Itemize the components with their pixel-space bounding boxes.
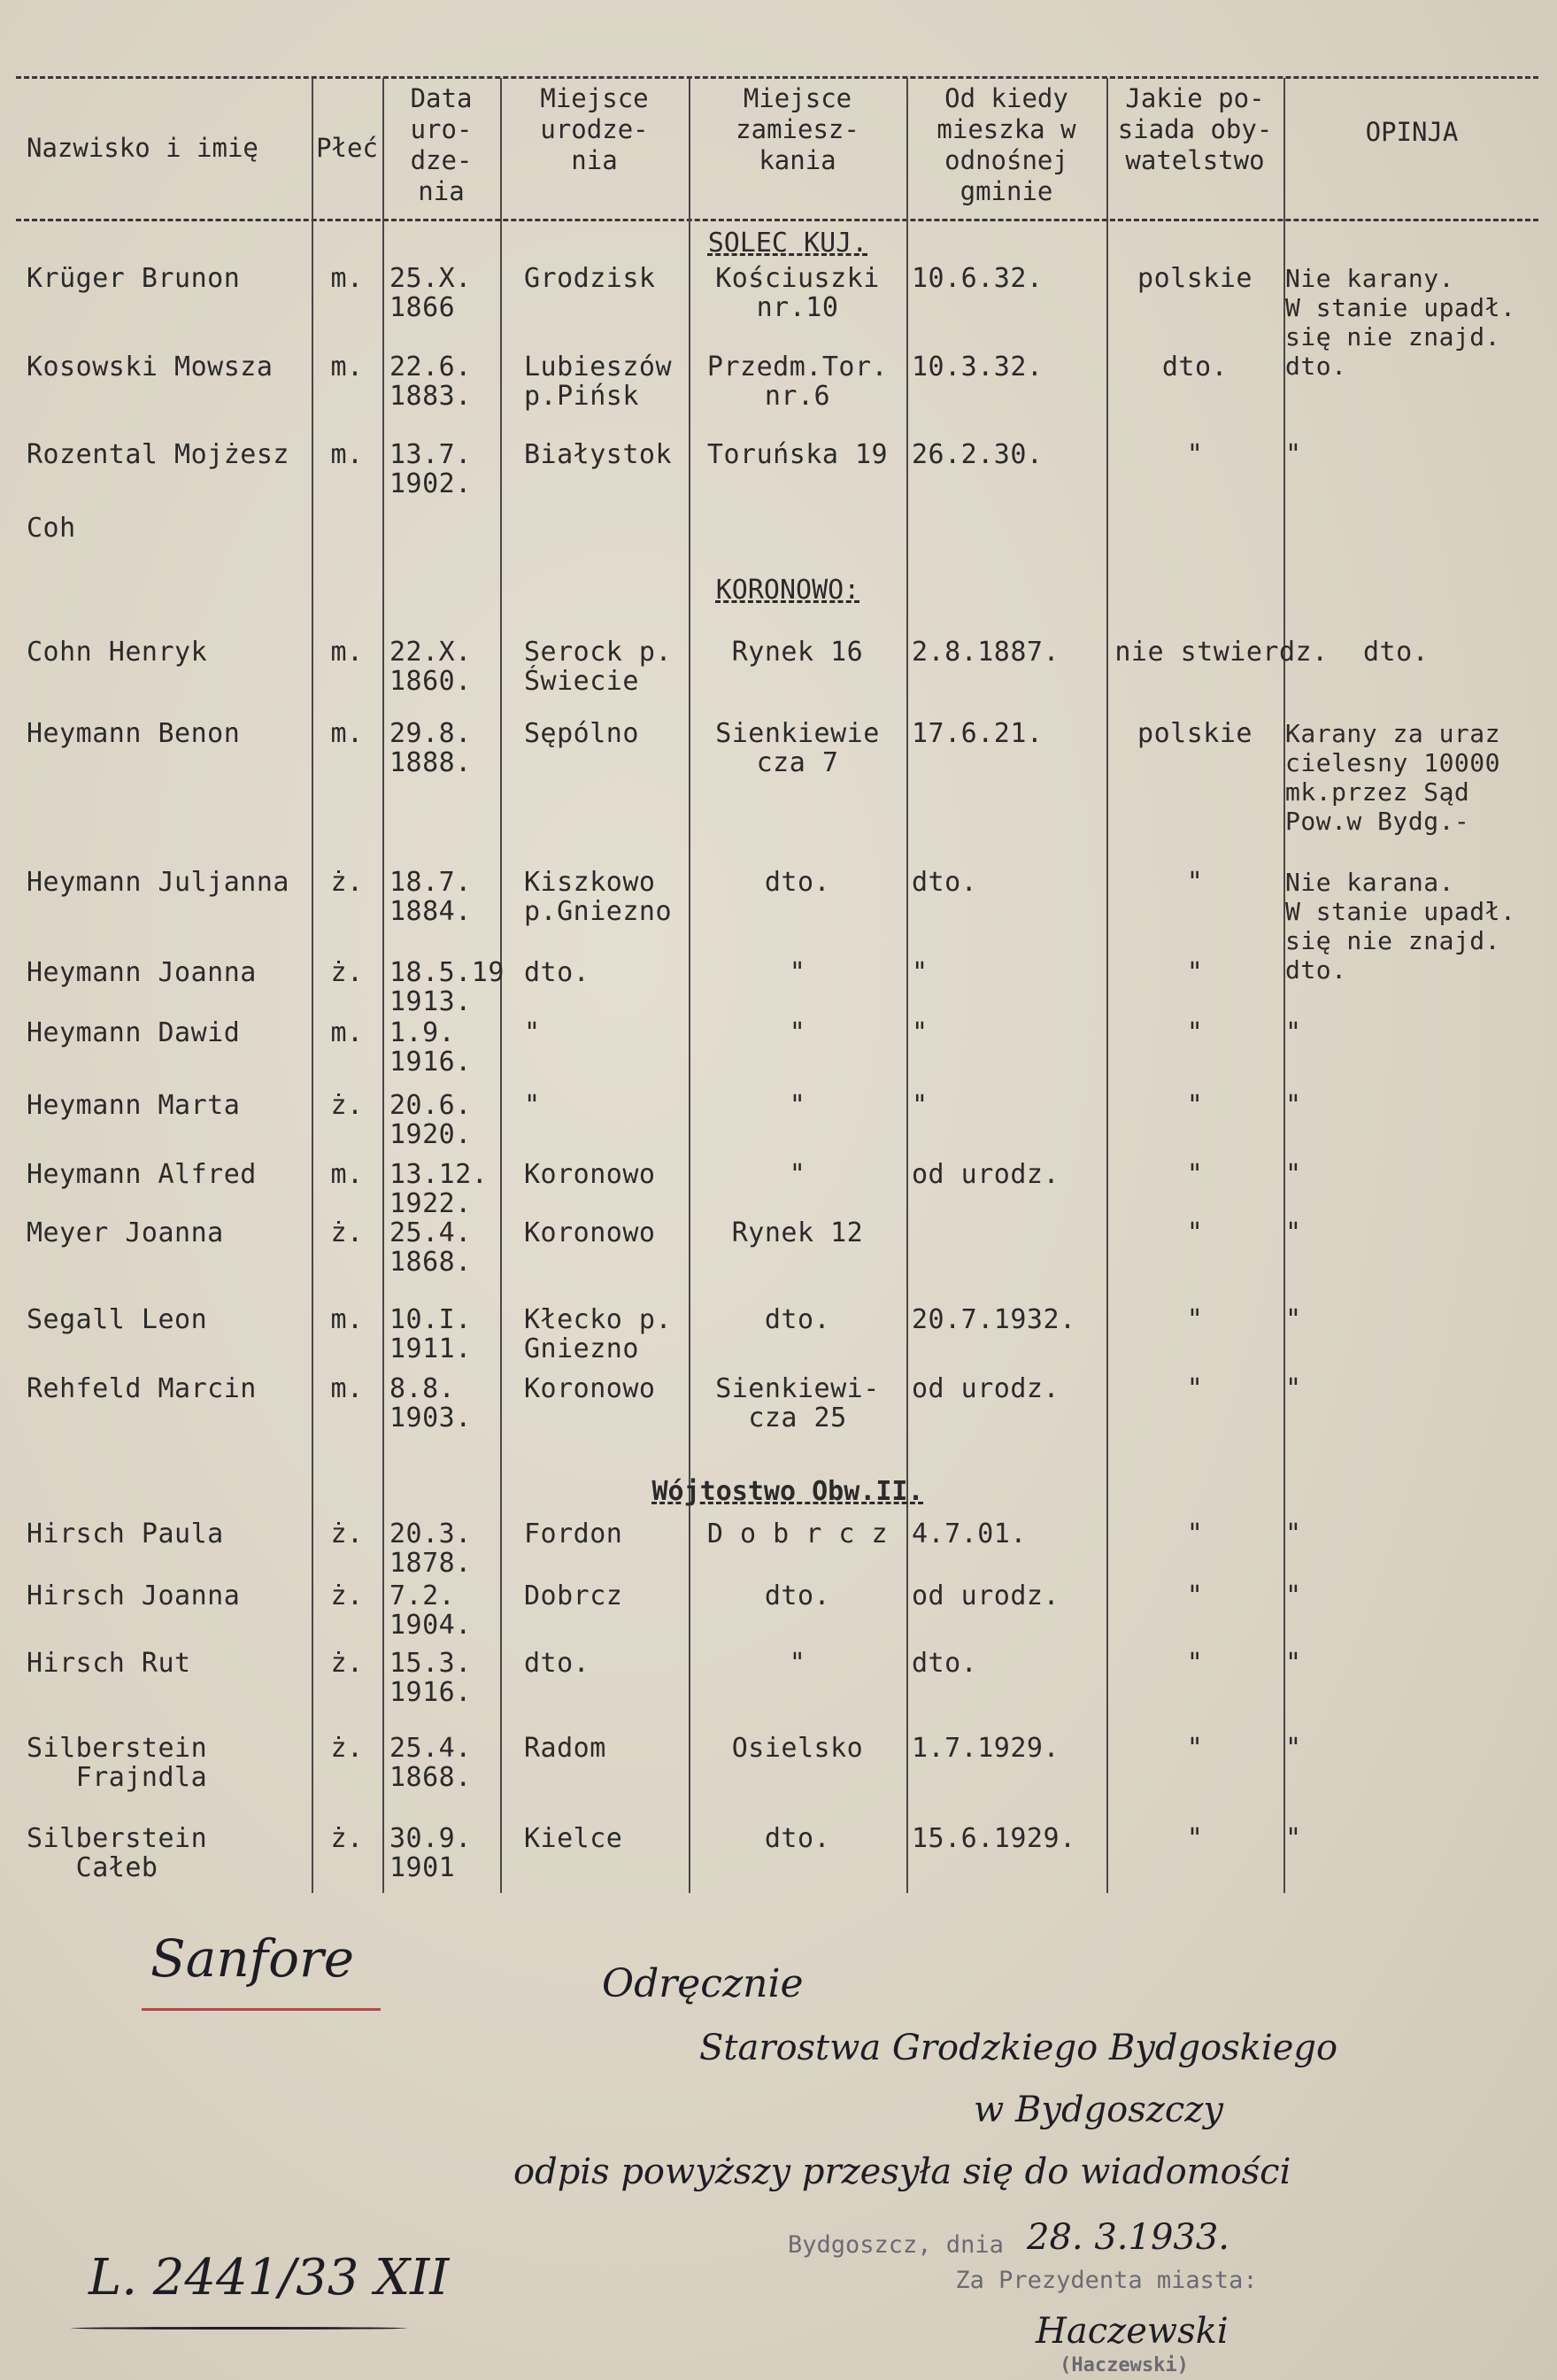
cell-since: od urodz. bbox=[912, 1373, 1060, 1404]
cell-place: Koronowo bbox=[524, 1217, 656, 1248]
header-citizenship: Jakie po- siada oby- watelstwo bbox=[1117, 83, 1273, 175]
cell-name: Hirsch Paula bbox=[27, 1518, 224, 1549]
cell-sex: m. bbox=[330, 1017, 364, 1048]
column-rule bbox=[906, 78, 908, 1893]
header-sex: Płeć bbox=[316, 133, 378, 163]
cell-name: Hirsch Joanna bbox=[27, 1580, 241, 1611]
cell-name: Heymann Marta bbox=[27, 1090, 241, 1121]
stamp-city-date: Bydgoszcz, dnia bbox=[788, 2231, 1004, 2259]
cell-since: 15.6.1929. bbox=[912, 1823, 1076, 1854]
cell-sex: m. bbox=[330, 1373, 364, 1404]
cell-res: D o b r c z bbox=[706, 1518, 889, 1549]
cell-cit: " bbox=[1186, 867, 1204, 898]
cell-res: Osielsko bbox=[731, 1733, 864, 1764]
cell-date: 18.5.19 1913. bbox=[389, 957, 505, 1017]
cell-since: 17.6.21. bbox=[912, 718, 1044, 749]
header-residence: Miejsce zamiesz- kania bbox=[736, 83, 859, 175]
cell-place: " bbox=[524, 1017, 541, 1048]
cell-sex: ż. bbox=[330, 867, 364, 898]
cell-since: " bbox=[912, 1090, 929, 1121]
cell-place: Białystok bbox=[524, 439, 673, 470]
reference-underline bbox=[71, 2327, 407, 2330]
cell-op: " bbox=[1285, 1159, 1302, 1190]
cell-place: Kiszkowo p.Gniezno bbox=[524, 867, 673, 927]
cell-place: Grodzisk bbox=[524, 263, 656, 294]
cell-name: Krüger Brunon bbox=[27, 263, 241, 294]
cell-name: Coh bbox=[27, 513, 76, 544]
cell-place: Kielce bbox=[524, 1823, 623, 1854]
cell-place: " bbox=[524, 1090, 541, 1121]
cell-since: dto. bbox=[912, 1648, 978, 1679]
cell-op: " bbox=[1285, 1648, 1302, 1679]
cell-since: " bbox=[912, 957, 929, 988]
cell-op: Nie karana. W stanie upadł. się nie znajd. dto. bbox=[1285, 868, 1516, 985]
cell-op: " bbox=[1285, 1090, 1302, 1121]
handwritten-line-4: odpis powyższy przesyła się do wiadomości bbox=[513, 2152, 1291, 2192]
cell-sex: ż. bbox=[330, 1823, 364, 1854]
cell-date: 10.I. 1911. bbox=[389, 1304, 472, 1364]
column-rule bbox=[312, 78, 313, 1893]
header-name: Nazwisko i imię bbox=[27, 133, 258, 163]
cell-cit: " bbox=[1186, 1217, 1204, 1248]
cell-cit: " bbox=[1186, 957, 1204, 988]
cell-place: Radom bbox=[524, 1733, 606, 1764]
cell-cit: " bbox=[1186, 1304, 1204, 1335]
cell-since: 2.8.1887. bbox=[912, 637, 1060, 668]
cell-name: Rozental Mojżesz bbox=[27, 439, 289, 470]
cell-sex: ż. bbox=[330, 1217, 364, 1248]
stamp-name: (Haczewski) bbox=[1060, 2354, 1189, 2376]
cell-date: 7.2. 1904. bbox=[389, 1580, 472, 1641]
cell-since: " bbox=[912, 1017, 929, 1048]
cell-since: 1.7.1929. bbox=[912, 1733, 1060, 1764]
cell-cit: polskie bbox=[1137, 263, 1253, 294]
cell-name: Heymann Alfred bbox=[27, 1159, 257, 1190]
cell-place: Serock p. Świecie bbox=[524, 637, 673, 697]
cell-cit: " bbox=[1186, 1648, 1204, 1679]
cell-op: " bbox=[1285, 1217, 1302, 1248]
cell-place: Sępólno bbox=[524, 718, 639, 749]
cell-since: 10.3.32. bbox=[912, 352, 1044, 382]
cell-res: " bbox=[789, 1648, 806, 1679]
cell-res: Kościuszki nr.10 bbox=[715, 263, 880, 323]
cell-sex: ż. bbox=[330, 1648, 364, 1679]
cell-res: " bbox=[789, 957, 806, 988]
cell-op: " bbox=[1285, 1580, 1302, 1611]
cell-date: 18.7. 1884. bbox=[389, 867, 472, 927]
cell-op: " bbox=[1285, 439, 1302, 470]
cell-sex: m. bbox=[330, 439, 364, 470]
cell-since: 20.7.1932. bbox=[912, 1304, 1076, 1335]
cell-name: Rehfeld Marcin bbox=[27, 1373, 257, 1404]
cell-op: " bbox=[1285, 1823, 1302, 1854]
cell-sex: ż. bbox=[330, 957, 364, 988]
cell-date: 22.6. 1883. bbox=[389, 352, 472, 412]
cell-name: Heymann Joanna bbox=[27, 957, 257, 988]
cell-op: " bbox=[1285, 1304, 1302, 1335]
cell-since: od urodz. bbox=[912, 1159, 1060, 1190]
cell-name: Heymann Dawid bbox=[27, 1017, 241, 1048]
cell-res: Przedm.Tor. nr.6 bbox=[706, 352, 889, 412]
cell-res: " bbox=[789, 1090, 806, 1121]
cell-res: dto. bbox=[764, 1580, 831, 1611]
cell-op: dto. bbox=[1363, 637, 1430, 668]
cell-name: Silberstein Całeb bbox=[27, 1823, 208, 1883]
cell-cit: " bbox=[1186, 1159, 1204, 1190]
cell-op: Karany za uraz cielesny 10000 mk.przez Sąd Pow.w Bydg.- bbox=[1285, 719, 1501, 836]
cell-date: 15.3. 1916. bbox=[389, 1648, 472, 1708]
cell-name: Meyer Joanna bbox=[27, 1217, 224, 1248]
cell-cit: nie stwierdz. bbox=[1114, 637, 1329, 668]
cell-since: 26.2.30. bbox=[912, 439, 1044, 470]
cell-cit: " bbox=[1186, 1373, 1204, 1404]
section-title-koronowo: KORONOWO: bbox=[715, 575, 860, 606]
section-title-wojtostwo: Wójtostwo Obw.II. bbox=[651, 1476, 924, 1507]
stamp-for-president: Za Prezydenta miasta: bbox=[955, 2267, 1258, 2294]
cell-place: Koronowo bbox=[524, 1159, 656, 1190]
header-birth-place: Miejsce urodze- nia bbox=[540, 83, 649, 175]
cell-res: dto. bbox=[764, 1304, 831, 1335]
cell-since: dto. bbox=[912, 867, 978, 898]
cell-since: od urodz. bbox=[912, 1580, 1060, 1611]
cell-cit: " bbox=[1186, 1518, 1204, 1549]
cell-sex: m. bbox=[330, 263, 364, 294]
handwritten-reference: L. 2441/33 XII bbox=[89, 2249, 450, 2307]
cell-date: 13.12. 1922. bbox=[389, 1159, 489, 1219]
cell-res: " bbox=[789, 1017, 806, 1048]
cell-op: " bbox=[1285, 1733, 1302, 1764]
cell-sex: ż. bbox=[330, 1090, 364, 1121]
cell-cit: dto. bbox=[1161, 352, 1229, 382]
cell-sex: ż. bbox=[330, 1733, 364, 1764]
cell-res: Sienkiewie cza 7 bbox=[715, 718, 880, 778]
cell-place: dto. bbox=[524, 957, 590, 988]
cell-res: Rynek 12 bbox=[731, 1217, 864, 1248]
column-rule bbox=[382, 78, 384, 1893]
cell-op: " bbox=[1285, 1518, 1302, 1549]
header-opinion: OPINJA bbox=[1365, 117, 1459, 147]
handwritten-signature: Haczewski bbox=[1036, 2311, 1229, 2352]
cell-name: Silberstein Frajndla bbox=[27, 1733, 208, 1793]
section-title-solec: SOLEC KUJ. bbox=[707, 228, 868, 259]
cell-res: " bbox=[789, 1159, 806, 1190]
cell-cit: polskie bbox=[1137, 718, 1253, 749]
cell-date: 25.X. 1866 bbox=[389, 263, 472, 323]
cell-place: Koronowo bbox=[524, 1373, 656, 1404]
cell-place: Dobrcz bbox=[524, 1580, 623, 1611]
cell-sex: m. bbox=[330, 1159, 364, 1190]
cell-res: Rynek 16 bbox=[731, 637, 864, 668]
cell-cit: " bbox=[1186, 1823, 1204, 1854]
handwritten-initials: Sanfore bbox=[150, 1928, 355, 1989]
cell-name: Cohn Henryk bbox=[27, 637, 208, 668]
header-bottom-dashed-rule bbox=[16, 219, 1538, 221]
cell-sex: m. bbox=[330, 718, 364, 749]
cell-date: 25.4. 1868. bbox=[389, 1217, 472, 1278]
cell-date: 25.4. 1868. bbox=[389, 1733, 472, 1793]
cell-place: Kłecko p. Gniezno bbox=[524, 1304, 673, 1364]
cell-res: dto. bbox=[764, 867, 831, 898]
cell-place: Lubieszów p.Pińsk bbox=[524, 352, 673, 412]
red-underline bbox=[142, 2008, 381, 2011]
cell-date: 20.6. 1920. bbox=[389, 1090, 472, 1150]
cell-name: Heymann Juljanna bbox=[27, 867, 289, 898]
cell-cit: " bbox=[1186, 1580, 1204, 1611]
cell-date: 8.8. 1903. bbox=[389, 1373, 472, 1433]
header-birth-date: Data uro- dze- nia bbox=[410, 83, 473, 206]
cell-res: Sienkiewi- cza 25 bbox=[715, 1373, 880, 1433]
cell-place: Fordon bbox=[524, 1518, 623, 1549]
cell-name: Hirsch Rut bbox=[27, 1648, 191, 1679]
cell-sex: m. bbox=[330, 1304, 364, 1335]
handwritten-line-2: Starostwa Grodzkiego Bydgoskiego bbox=[699, 2028, 1338, 2068]
cell-res: Toruńska 19 bbox=[706, 439, 889, 470]
cell-op: Nie karany. W stanie upadł. się nie znajd. dto. bbox=[1285, 264, 1516, 381]
cell-cit: " bbox=[1186, 1090, 1204, 1121]
cell-date: 29.8. 1888. bbox=[389, 718, 472, 778]
handwritten-line-1: Odręcznie bbox=[602, 1961, 804, 2006]
cell-date: 30.9. 1901 bbox=[389, 1823, 472, 1883]
cell-name: Segall Leon bbox=[27, 1304, 208, 1335]
cell-date: 13.7. 1902. bbox=[389, 439, 472, 499]
cell-cit: " bbox=[1186, 439, 1204, 470]
cell-date: 22.X. 1860. bbox=[389, 637, 472, 697]
header-since-when: Od kiedy mieszka w odnośnej gminie bbox=[937, 83, 1076, 206]
cell-date: 20.3. 1878. bbox=[389, 1518, 472, 1579]
cell-sex: ż. bbox=[330, 1580, 364, 1611]
cell-sex: m. bbox=[330, 352, 364, 382]
cell-op: " bbox=[1285, 1373, 1302, 1404]
cell-res: dto. bbox=[764, 1823, 831, 1854]
cell-since: 4.7.01. bbox=[912, 1518, 1027, 1549]
cell-cit: " bbox=[1186, 1733, 1204, 1764]
handwritten-line-3: w Bydgoszczy bbox=[974, 2090, 1223, 2130]
cell-cit: " bbox=[1186, 1017, 1204, 1048]
top-dashed-rule bbox=[16, 76, 1538, 79]
cell-sex: ż. bbox=[330, 1518, 364, 1549]
cell-since: 10.6.32. bbox=[912, 263, 1044, 294]
cell-name: Heymann Benon bbox=[27, 718, 241, 749]
cell-date: 1.9. 1916. bbox=[389, 1017, 472, 1078]
cell-place: dto. bbox=[524, 1648, 590, 1679]
cell-op: " bbox=[1285, 1017, 1302, 1048]
handwritten-date: 28. 3.1933. bbox=[1027, 2217, 1230, 2258]
cell-sex: m. bbox=[330, 637, 364, 668]
cell-name: Kosowski Mowsza bbox=[27, 352, 274, 382]
